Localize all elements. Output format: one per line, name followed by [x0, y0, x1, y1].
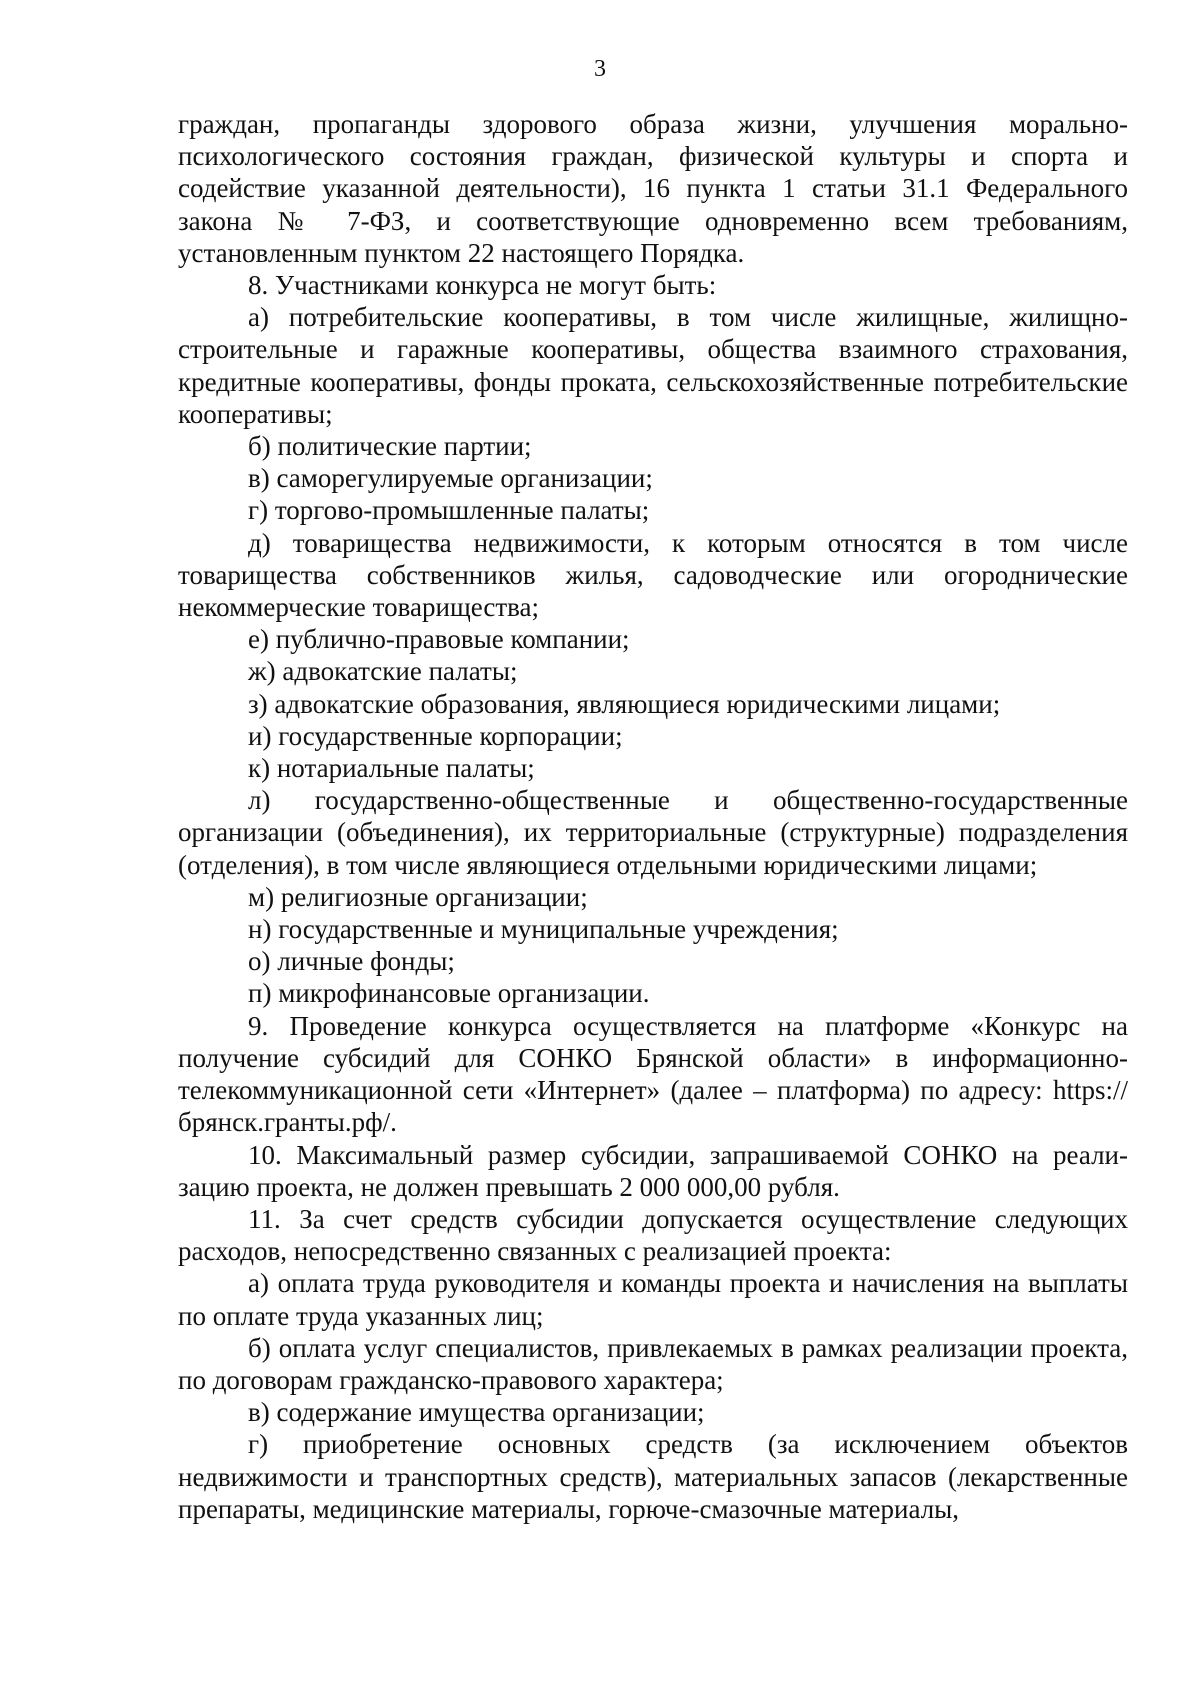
paragraph-item-8: 8. Участниками конкурса не могут быть: — [248, 270, 717, 301]
paragraph-item-9: 9. Проведение конкурса осуществляется на платформе «Конкурс на получение субсидий для СОНКО Брянской области» в информационно-телекоммуникационной сети «Интернет» (далее – платформа) по адресу: https://брянск.гранты.рф/. — [178, 1010, 1128, 1138]
paragraph-8-g: г) торгово-промышленные палаты; — [248, 495, 650, 526]
paragraph-8-v: в) саморегулируемые организации; — [248, 463, 653, 494]
paragraph-item-10: 10. Максимальный размер субсидии, запрашиваемой СОНКО на реализацию проекта, не должен превышать 2 000 000,00 рубля. — [178, 1139, 1128, 1202]
paragraph-8-o: о) личные фонды; — [248, 946, 455, 977]
paragraph-8-i: и) государственные корпорации; — [248, 720, 623, 751]
paragraph-item-11: 11. За счет средств субсидии допускается осуществление следующих расходов, непосредственно связанных с реализацией проекта: — [178, 1203, 1128, 1267]
paragraph-11-v: в) содержание имущества организации; — [248, 1397, 705, 1428]
paragraph-8-a: а) потребительские кооперативы, в том числе жилищные, жилищно-строительные и гаражные кооперативы, общества взаимного страхования, кредитные кооперативы, фонды проката, сельскохозяйственные потребительские кооперативы; — [178, 302, 1128, 429]
paragraph-11-a: а) оплата труда руководителя и команды проекта и начисления на выплаты по оплате труда указанных лиц; — [178, 1268, 1128, 1331]
document-body — [178, 108, 1128, 1525]
paragraph-8-k: к) нотариальные палаты; — [248, 753, 535, 784]
paragraph-8-e: е) публично-правовые компании; — [248, 624, 630, 655]
page-number: 3 — [594, 56, 606, 82]
paragraph-8-zh: ж) адвокатские палаты; — [248, 656, 518, 687]
paragraph-8-m: м) религиозные организации; — [248, 881, 588, 912]
paragraph-8-b: б) политические партии; — [248, 431, 532, 462]
paragraph-8-n: н) государственные и муниципальные учреждения; — [248, 914, 839, 945]
paragraph-8-z: з) адвокатские образования, являющиеся юридическими лицами; — [248, 688, 1001, 719]
paragraph-11-g: г) приобретение основных средств (за исключением объектов недвижимости и транспортных средств), материальных запасов (лекарственные препараты, медицинские материалы, горюче-смазочные материалы, — [178, 1429, 1128, 1524]
paragraph-8-l: л) государственно-общественные и общественно-государственные организации (объединения), их территориальные (структурные) подразделения (отделения), в том числе являющиеся отдельными юридическими лицами; — [178, 785, 1128, 880]
paragraph-continuation: граждан, пропаганды здорового образа жизни, улучшения морально-психологического состояния граждан, физической культуры и спорта и содействие указанной деятельности), 16 пункта 1 статьи 31.1 Федерального закона № 7-ФЗ, и соответствующие одновременно всем требованиям, установленным пунктом 22 настоящего Порядка. — [178, 109, 1128, 268]
paragraph-8-d: д) товарищества недвижимости, к которым относятся в том числе товарищества собственников жилья, садоводческие или огороднические некоммерческие товарищества; — [178, 527, 1128, 623]
paragraph-8-p: п) микрофинансовые организации. — [248, 978, 650, 1009]
paragraph-11-b: б) оплата услуг специалистов, привлекаемых в рамках реализации проекта, по договорам гражданско-правового характера; — [178, 1332, 1128, 1395]
